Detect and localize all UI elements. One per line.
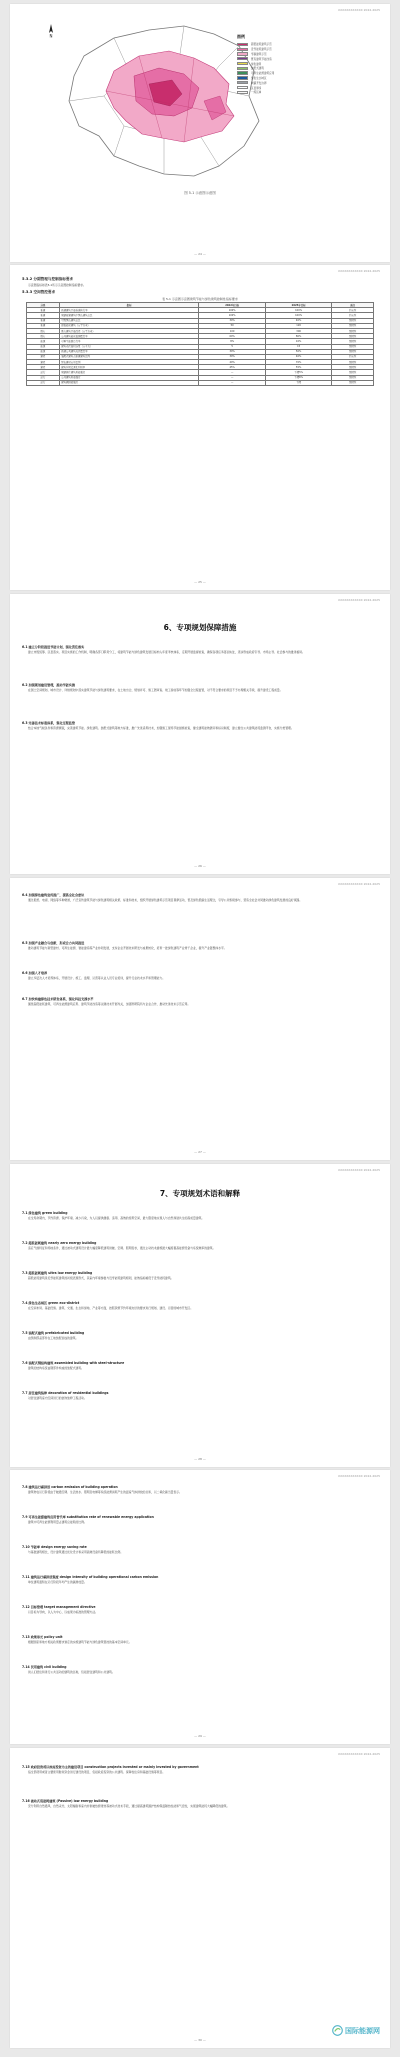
table-cell: 预期性 bbox=[332, 318, 374, 323]
term-heading: 7.14 民用建筑 civil building bbox=[22, 1665, 67, 1669]
legend-swatch bbox=[237, 76, 248, 79]
table-cell: 55% bbox=[265, 365, 331, 370]
table-cell: 建造 bbox=[27, 365, 60, 370]
page-number: — 26 — bbox=[194, 864, 206, 868]
legend-label: 区县界线 bbox=[251, 86, 262, 90]
table-cell: 预期性 bbox=[332, 349, 374, 354]
table-cell: 既有建筑节能改造（万平方米） bbox=[59, 328, 199, 333]
paragraph: 围绕超低能耗建筑、可再生能源建筑应用、建筑节能改造等关键技术开展攻关，加强科研院所与企业合作，推动先进技术示范应用。 bbox=[28, 1002, 191, 1006]
page-number: — 30 — bbox=[194, 2038, 206, 2042]
subsection-heading: 6.7 加快构建绿色技术研发体系，强化科技支撑水平 bbox=[22, 997, 94, 1001]
legend-swatch bbox=[237, 43, 248, 46]
table-cell: 100% bbox=[199, 313, 265, 318]
table-cell: 120 bbox=[265, 323, 331, 328]
table-cell: 新建 bbox=[27, 308, 60, 313]
table-cell: 预期性 bbox=[332, 370, 374, 375]
term-heading: 7.7 居住建筑装修 decoration of residential buildings bbox=[22, 1391, 109, 1395]
legend-label: 超低能耗建筑示范 bbox=[251, 43, 272, 47]
legend-swatch bbox=[237, 67, 248, 70]
document-page-6 bbox=[10, 1470, 390, 1744]
page-number: — 27 — bbox=[194, 1150, 206, 1154]
term-heading: 7.16 被动式低能耗建筑 (Passive) low energy building bbox=[22, 1799, 109, 1803]
document-page-1 bbox=[10, 4, 390, 262]
table-title: 表 5-1 示意图示意图建筑节能与绿色建筑控制性指标要求 bbox=[162, 297, 238, 301]
table-cell: 超低能耗建筑（万平方米） bbox=[59, 323, 199, 328]
table-cell: 40% bbox=[199, 360, 265, 365]
term-heading: 7.12 目标管理 target management directive bbox=[22, 1605, 96, 1609]
document-page-3 bbox=[10, 594, 390, 874]
table-cell: 城镇新建建筑中绿色建筑占比 bbox=[59, 313, 199, 318]
legend-label: 近零能耗建筑示范 bbox=[251, 48, 272, 52]
table-cell: 50 bbox=[199, 323, 265, 328]
legend-label: 既有建筑节能改造 bbox=[251, 57, 272, 61]
term-definition: 以目标为导向，以人为中心，以成果为标准的管理方法。 bbox=[28, 1610, 98, 1614]
legend-list bbox=[237, 42, 309, 95]
watermark bbox=[332, 2025, 380, 2036]
table-cell: 建筑垃圾资源化利用率 bbox=[59, 365, 199, 370]
table-cell: 45% bbox=[199, 365, 265, 370]
section-heading: 5.3.3 空间管控要求 bbox=[22, 290, 56, 294]
table-header-cell: 2022年目标 bbox=[199, 303, 265, 308]
table-cell: 新建公共建筑光伏覆盖率 bbox=[59, 349, 199, 354]
paragraph: 在国土空间规划、城市设计、详细规划中落实建筑节能与绿色建筑要求，在土地出让、规划许可、施工图审查、竣工验收等环节加强全过程监管，对不符合要求的项目不予办理相关手续，提升建设工程质量。 bbox=[28, 688, 283, 692]
table-cell: 60% bbox=[199, 334, 265, 339]
table-cell: 约束性 bbox=[332, 308, 374, 313]
term-definition: 在全寿命期内，节约资源、保护环境、减少污染，为人们提供健康、适用、高效的使用空间，最大限度地实现人与自然和谐共生的高质量建筑。 bbox=[28, 1216, 205, 1220]
table-cell: 70% bbox=[265, 360, 331, 365]
table-body bbox=[27, 308, 374, 386]
running-header: ХХХХХХХХХХХХ 2022-2025 bbox=[338, 269, 380, 273]
term-definition: 根据国家和地方相关政策要求划定的实施建筑节能与绿色建筑管控的基本空间单元。 bbox=[28, 1640, 132, 1644]
table-cell: 15 bbox=[265, 344, 331, 349]
term-definition: 与基准建筑相比，设计建筑通过优化设计和采用高效设备所降低的能耗比例。 bbox=[28, 1550, 124, 1554]
table-cell: 约束性 bbox=[332, 313, 374, 318]
table-cell: 可再生能源替代率 bbox=[59, 339, 199, 344]
paragraph: 结合本地气候条件和资源禀赋，完善建筑节能、绿色建筑、装配式建筑等地方标准，推广先进适用技术，加强施工现场节能措施检查，健全建筑能效测评和标识制度，建立健全公共建筑能耗监测平台，实施分类管理。 bbox=[28, 726, 294, 730]
legend-swatch bbox=[237, 48, 248, 51]
page-number: — 24 — bbox=[194, 252, 206, 256]
watermark-text: 国际能源网 bbox=[345, 2026, 380, 2035]
table-cell: 预期性 bbox=[332, 380, 374, 385]
table-cell: 预期性 bbox=[332, 375, 374, 380]
table-cell: 新建 bbox=[27, 323, 60, 328]
legend-label: 绿色生态城区 bbox=[251, 76, 267, 80]
table-cell: 50% bbox=[265, 349, 331, 354]
table-cell: 新建建筑节能标准执行率 bbox=[59, 308, 199, 313]
term-definition: 对居住建筑室内空间进行的装饰装修工程活动。 bbox=[28, 1396, 87, 1400]
paragraph: 通过报纸、电视、网络等多种渠道，广泛宣传建筑节能与绿色建筑相关政策、标准和技术，组织开展绿色建筑示范项目观摩活动，普及绿色低碳生活理念，引导公众积极参与，营造全社会共同推动绿色建筑发展的良好氛围。 bbox=[28, 898, 303, 902]
term-heading: 7.11 建筑运行碳排放强度 design intensity of building operational carbon emission bbox=[22, 1575, 159, 1579]
table-cell: 建造 bbox=[27, 354, 60, 359]
table-cell: 下降5% bbox=[265, 370, 331, 375]
legend-swatch bbox=[237, 57, 248, 60]
table-cell: 100 bbox=[199, 328, 265, 333]
legend-swatch bbox=[237, 71, 248, 74]
map-legend bbox=[237, 34, 309, 95]
table-cell: 装配式建筑占新建建筑比例 bbox=[59, 354, 199, 359]
table-cell: 公共建筑能耗监测覆盖率 bbox=[59, 334, 199, 339]
document-page-5 bbox=[10, 1164, 390, 1467]
table-cell: 预期性 bbox=[332, 339, 374, 344]
term-definition: 建筑物在运行阶段由于暖通空调、生活热水、照明及电梯等系统能源消耗产生的温室气体排放的总和，以二氧化碳当量表示。 bbox=[28, 1490, 182, 1494]
term-definition: 建筑中可再生能源利用量占建筑总能耗的比例。 bbox=[28, 1520, 87, 1524]
legend-label: 城镇开发边界 bbox=[251, 81, 267, 85]
paragraph: 建立多层次人才培养体系，开展设计、施工、监理、运营等从业人员专业培训，提升行业技术水平和管理能力。 bbox=[28, 976, 166, 980]
section-heading: 5.3.2 分期管理与控制指标要求 bbox=[22, 277, 74, 281]
paragraph: 示意图指标如表5-1所示示意图控制指标要求。 bbox=[28, 283, 86, 287]
table-cell: 30% bbox=[199, 349, 265, 354]
legend-label: 装配式建筑 bbox=[251, 67, 264, 71]
chapter-title: 7、专项规划术语和解释 bbox=[159, 1189, 241, 1198]
table-cell: 约束性 bbox=[332, 354, 374, 359]
subsection-heading: 6.3 完善技术标准体系，强化过程监管 bbox=[22, 721, 75, 725]
running-header: ХХХХХХХХХХХХ 2022-2025 bbox=[338, 8, 380, 12]
term-definition: 在空间布局、基础设施、建筑、交通、生态和绿地、产业等方面，按照资源节约环境友好的要求进行规划、建设、运营的城市开发区。 bbox=[28, 1306, 194, 1310]
energy-logo-icon bbox=[332, 2025, 343, 2036]
legend-label: 一般区域 bbox=[251, 91, 262, 95]
term-heading: 7.1 绿色建筑 green building bbox=[22, 1211, 68, 1215]
table-cell: 80% bbox=[265, 334, 331, 339]
term-definition: 超低能耗建筑是近零能耗建筑的初级表现形式，其室内环境参数与近零能耗建筑相同，能效指标略低于近零能耗建筑。 bbox=[28, 1276, 174, 1280]
term-definition: 适应气候特征和场地条件，通过被动式建筑设计最大幅度降低建筑供暖、空调、照明需求，通过主动技术措施最大幅度提高能源设备与系统效率的建筑。 bbox=[28, 1246, 216, 1250]
table-cell: 预期性 bbox=[332, 344, 374, 349]
term-heading: 7.2 超低能耗建筑 nearly zero energy building bbox=[22, 1241, 97, 1245]
table-cell: 绿色建材应用比例 bbox=[59, 360, 199, 365]
term-definition: 单位建筑面积在运行阶段年均产生的碳排放量。 bbox=[28, 1580, 87, 1584]
svg-text:N: N bbox=[49, 33, 53, 38]
legend-label: 可再生能源建筑应用 bbox=[251, 72, 275, 76]
document-page-7 bbox=[10, 1748, 390, 2048]
subsection-heading: 6.4 加强绿色建筑宣传推广，提高全社会意识 bbox=[22, 893, 85, 897]
table-cell: 建筑碳排放强度 bbox=[59, 380, 199, 385]
table-cell: 建筑光伏装机容量（万千瓦） bbox=[59, 344, 199, 349]
legend-title: 图例 bbox=[237, 34, 245, 39]
term-heading: 7.9 可再生能源建筑应用替代率 substitution rate of renewable energy application bbox=[22, 1515, 154, 1519]
running-header: ХХХХХХХХХХХХ 2022-2025 bbox=[338, 598, 380, 602]
legend-swatch bbox=[237, 81, 248, 84]
term-definition: 充分利用自然通风、自然采光、太阳辐射和室内非供暖热源得热等被动式技术手段，通过提高建筑围护结构保温隔热性能和气密性，实现建筑能耗大幅降低的建筑。 bbox=[28, 1804, 230, 1808]
table-cell: 能源 bbox=[27, 344, 60, 349]
running-header: ХХХХХХХХХХХХ 2022-2025 bbox=[338, 1168, 380, 1172]
table-cell: 10% bbox=[265, 339, 331, 344]
term-heading: 7.13 政策单元 policy unit bbox=[22, 1635, 63, 1639]
table-cell: 30% bbox=[199, 354, 265, 359]
table-cell: 建造 bbox=[27, 360, 60, 365]
legend-swatch bbox=[237, 86, 248, 89]
table-header-cell: 2025年目标 bbox=[265, 303, 331, 308]
legend-item bbox=[237, 90, 309, 95]
table-cell: 100% bbox=[199, 308, 265, 313]
table-cell: — bbox=[199, 375, 265, 380]
term-definition: 由预制部品部件在工地装配而成的建筑。 bbox=[28, 1336, 79, 1340]
term-heading: 7.4 绿色生态城区 green eco-district bbox=[22, 1301, 80, 1305]
table-cell: 预期性 bbox=[332, 365, 374, 370]
table-cell: 预期性 bbox=[332, 334, 374, 339]
term-definition: 供人们居住和进行公共活动的建筑的总称，包括居住建筑和公共建筑。 bbox=[28, 1670, 115, 1674]
table-cell: 运行 bbox=[27, 380, 60, 385]
document-page-2 bbox=[10, 265, 390, 590]
running-header: ХХХХХХХХХХХХ 2022-2025 bbox=[338, 1752, 380, 1756]
table-cell: 下降6% bbox=[265, 375, 331, 380]
chapter-title: 6、专项规划保障措施 bbox=[163, 623, 237, 632]
table-cell: 预期性 bbox=[332, 323, 374, 328]
table-cell: 星级绿色建筑占比 bbox=[59, 318, 199, 323]
table-cell: — bbox=[199, 380, 265, 385]
page-number: — 25 — bbox=[194, 580, 206, 584]
figure-caption: 图 5-1 示意图示意图 bbox=[184, 191, 216, 195]
legend-swatch bbox=[237, 91, 248, 94]
legend-swatch bbox=[237, 52, 248, 55]
indicator-table bbox=[26, 302, 374, 386]
term-heading: 7.3 超低能耗建筑 ultra low energy building bbox=[22, 1271, 93, 1275]
subsection-heading: 6.6 加强人才培养 bbox=[22, 971, 48, 975]
table-cell: — bbox=[199, 370, 265, 375]
table-header-cell: 分类 bbox=[27, 303, 60, 308]
table-cell: 公共建筑用能强度 bbox=[59, 375, 199, 380]
term-definition: 建筑的结构系统由钢部件构成的装配式建筑。 bbox=[28, 1366, 84, 1370]
page-number: — 28 — bbox=[194, 1457, 206, 1461]
term-definition: 指全部使用或者主要使用财政资金进行建设的项目，包括政府投资的公共建筑、保障性住房和基础设施等项目。 bbox=[28, 1770, 166, 1774]
table-cell: 能源 bbox=[27, 339, 60, 344]
page-number: — 29 — bbox=[194, 1734, 206, 1738]
table-cell: 预期性 bbox=[332, 360, 374, 365]
term-heading: 7.15 政府投资或以政府投资为主的建设项目 construction projects invested or mainly invested by government bbox=[22, 1765, 199, 1769]
term-heading: 7.10 节能率 design energy saving rate bbox=[22, 1545, 87, 1549]
table-row bbox=[27, 380, 374, 385]
table-cell: 300 bbox=[265, 328, 331, 333]
subsection-heading: 6.2 加强规划建设管理，推动节能实施 bbox=[22, 683, 75, 687]
table-cell: 40% bbox=[265, 318, 331, 323]
table-cell: 运行 bbox=[27, 375, 60, 380]
table-cell: 新建 bbox=[27, 318, 60, 323]
legend-label: 绿色建筑 bbox=[251, 62, 262, 66]
table-cell: 100% bbox=[265, 308, 331, 313]
table-cell: 预期性 bbox=[332, 328, 374, 333]
term-heading: 7.8 建筑运行碳排放 carbon emission of building operation bbox=[22, 1485, 118, 1489]
table-cell: 40% bbox=[265, 354, 331, 359]
table-cell: 8% bbox=[199, 339, 265, 344]
term-heading: 7.6 装配式钢结构建筑 assembled building with steel-structure bbox=[22, 1361, 125, 1365]
table-cell: 100% bbox=[265, 313, 331, 318]
paragraph: 建立市级统筹、区县落实、项目实施的工作机制，明确各部门职责分工，将建筑节能与绿色建筑发展目标纳入年度考核体系，定期开展监督检查，确保各项任务落到实处，逐步形成政府引导、市场主导、社会参与的推进格局。 bbox=[28, 650, 305, 654]
table-cell: 下降 bbox=[265, 380, 331, 385]
table-cell: 新建 bbox=[27, 313, 60, 318]
table-cell: 能源 bbox=[27, 349, 60, 354]
table-cell: 30% bbox=[199, 318, 265, 323]
term-heading: 7.5 装配式建筑 prefabricated building bbox=[22, 1331, 85, 1335]
table-header-cell: 指标 bbox=[59, 303, 199, 308]
legend-label: 零碳建筑示范 bbox=[251, 52, 267, 56]
table-cell: 5 bbox=[199, 344, 265, 349]
legend-swatch bbox=[237, 62, 248, 65]
running-header: ХХХХХХХХХХХХ 2022-2025 bbox=[338, 882, 380, 886]
paragraph: 推动建筑节能与新型建材、可再生能源、智能建造等产业协同发展，支持企业开展技术研发与成果转化，培育一批绿色建筑产业骨干企业，提升产业链整体水平。 bbox=[28, 946, 227, 950]
running-header: ХХХХХХХХХХХХ 2022-2025 bbox=[338, 1474, 380, 1478]
table-cell: 既有 bbox=[27, 328, 60, 333]
table-cell: 既有 bbox=[27, 334, 60, 339]
table-cell: 城镇居住建筑用能强度 bbox=[59, 370, 199, 375]
document-page-4 bbox=[10, 878, 390, 1160]
table-cell: 运行 bbox=[27, 370, 60, 375]
subsection-heading: 6.1 建立分阶段推进节能计划，强化责任落实 bbox=[22, 645, 85, 649]
table-header-cell: 备注 bbox=[332, 303, 374, 308]
subsection-heading: 6.5 加强产业融合与创新，形成合力共同推进 bbox=[22, 941, 85, 945]
